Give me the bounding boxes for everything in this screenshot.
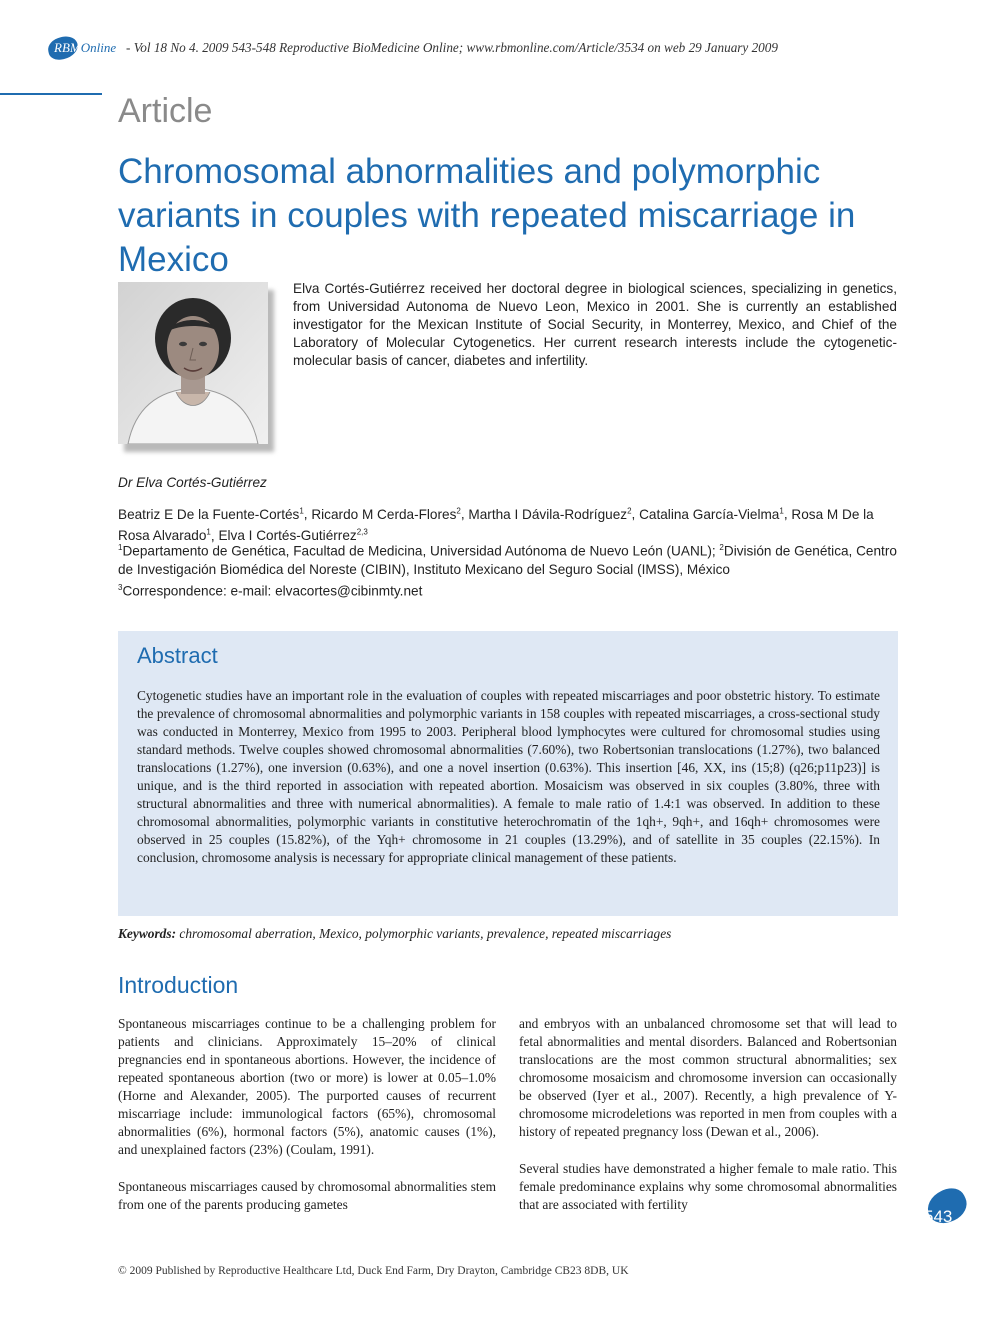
portrait-image bbox=[118, 282, 268, 444]
keywords-label: Keywords: bbox=[118, 926, 177, 941]
paragraph: Spontaneous miscarriages continue to be a challenging problem for patients and clinicians. Approximately 15–20% of clinical pregnancies end in spontaneous abortions. However, the incidence of repeated spontaneous abortion (two or more) is lower at 0.05–1.0% (Horne and Alexander, 2005). The purported causes of recurrent miscarriage include: immunological factors (65%), chromosomal abnormalities (6%), hormonal factors (5%), anatomic causes (1%), and unexplained factors (23%) (Coulam, 1991). bbox=[118, 1016, 496, 1157]
author-bio: Elva Cortés-Gutiérrez received her doctoral degree in biological sciences, specializing in genetics, from Universidad Autonoma de Nuevo Leon, Mexico in 2001. She is currently an established investigator for the Mexican Institute of Social Security, in Monterrey, Mexico, and Chief of the Laboratory of Molecular Cytogenetics. Her current research interests include the cytogenetic-molecular basis of cancer, diabetes and infertility. bbox=[293, 281, 897, 368]
page-number: 543 bbox=[924, 1207, 953, 1226]
citation-line: - Vol 18 No 4. 2009 543-548 Reproductive BioMedicine Online; www.rbmonline.com/Article/3534 on web 29 January 2009 bbox=[126, 40, 778, 55]
photo-caption: Dr Elva Cortés-Gutiérrez bbox=[118, 475, 267, 490]
page-number-badge bbox=[919, 1190, 969, 1228]
abstract-text: Cytogenetic studies have an important role in the evaluation of couples with repeated miscarriages and poor obstetric history. To estimate the prevalence of chromosomal abnormalities and polymorphic variants in 158 couples with repeated miscarriages, a cross-sectional study was conducted in Monterrey, Mexico from 1995 to 2003. Peripheral blood lymphocytes were cultured for chromosomal studies using standard methods. Twelve couples showed chromosomal abnormalities (7.60%), two Robertsonian translocations (1.27%), two balanced translocations (1.27%), one inversion (0.63%), and one a novel insertion (0.63%). This insertion [46, XX, ins (15;8) (q26;p11p23)] is unique, and is the third reported in association with repeated abortion. Mosaicism was observed in six couples (3.80%, three with structural abnormalities and three with numerical abnormalities). A female to male ratio of 1.4:1 was observed. In addition to these chromosomal abnormalities, polymorphic variants in constitutive heterochromatin of the 1qh+, 9qh+, and 16qh+ chromosomes were observed in 25 couples (15.82%), of the Yqh+ chromosome in 21 couples (13.29%), and of satellite in 35 couples (22.15%). In conclusion, chromosome analysis is necessary for appropriate clinical management of these patients. bbox=[137, 688, 880, 865]
keywords bbox=[118, 926, 671, 942]
introduction-heading: Introduction bbox=[118, 972, 239, 998]
photo-frame bbox=[118, 282, 268, 444]
keywords-text: chromosomal aberration, Mexico, polymorphic variants, prevalence, repeated miscarriages bbox=[179, 926, 672, 941]
journal-logo[interactable] bbox=[48, 36, 122, 60]
author-list: Beatriz E De la Fuente-Cortés$^1$, Ricardo M Cerda-Flores$^2$, Martha I Dávila-Rodríguez$^2$, Catalina García-Vielma$^1$, Rosa M De la Rosa Alvarado$^1$, Elva I Cortés-Gutiérrez$^{2,3}$ bbox=[118, 506, 874, 544]
header-rule bbox=[0, 93, 102, 95]
author: Beatriz E De la Fuente-Cortés$^1$ bbox=[118, 506, 304, 522]
author: Ricardo M Cerda-Flores$^2$ bbox=[311, 506, 461, 522]
journal-header bbox=[48, 36, 900, 60]
paragraph: Spontaneous miscarriages caused by chromosomal abnormalities stem from one of the parents producing gametes bbox=[118, 1179, 496, 1212]
body-column-left bbox=[118, 1015, 496, 1233]
affiliations: $^1$Departamento de Genética, Facultad de Medicina, Universidad Autónoma de Nuevo León (UANL); $^2$División de Genética, Centro de Investigación Biomédica del Noreste (CIBIN), Instituto Mexicano del Seguro Social (IMSS), México $^3$Correspondence: e-mail: elvacortes@cibinmty.net bbox=[118, 543, 897, 599]
paragraph: Several studies have demonstrated a higher female to male ratio. This female predominance explains why some chromosomal abnormalities that are associated with fertility bbox=[519, 1161, 897, 1212]
affiliation-2: División de Genética, Centro de Investigación Biomédica del Noreste (CIBIN), Instituto Mexicano del Seguro Social (IMSS), México bbox=[118, 543, 897, 577]
author: Rosa M De la Rosa Alvarado$^1$ bbox=[118, 506, 874, 544]
author: Catalina García-Vielma$^1$ bbox=[639, 506, 784, 522]
copyright-footer: © 2009 Published by Reproductive Healthcare Ltd, Duck End Farm, Dry Drayton, Cambridge CB23 8DB, UK bbox=[118, 1265, 629, 1277]
author: Elva I Cortés-Gutiérrez$^{2,3}$ bbox=[218, 527, 368, 544]
correspondence[interactable]: Correspondence: e-mail: elvacortes@cibinmty.net bbox=[122, 583, 423, 599]
affiliation-1: Departamento de Genética, Facultad de Medicina, Universidad Autónoma de Nuevo León (UANL); bbox=[122, 543, 716, 559]
abstract-heading: Abstract bbox=[137, 643, 218, 668]
abstract-box bbox=[118, 631, 898, 916]
author-photo bbox=[118, 282, 268, 444]
paragraph: and embryos with an unbalanced chromosome set that will lead to fetal abnormalities and mental disorders. Balanced and Robertsonian translocations are the most common structural abnormalities; sex chromosome mosaicism and chromosome inversion can occasionally be observed (Iyer et al., 2007). Recently, a high prevalence of Y-chromosome microdeletions was reported in men from couples with a history of repeated pregnancy loss (Dewan et al., 2006). bbox=[519, 1016, 897, 1139]
author: Martha I Dávila-Rodríguez$^2$ bbox=[468, 506, 632, 522]
body-column-right bbox=[519, 1015, 897, 1233]
article-title: Chromosomal abnormalities and polymorphic variants in couples with repeated miscarriage in Mexico bbox=[118, 152, 856, 279]
logo-text: RBMOnline bbox=[54, 40, 117, 55]
section-label: Article bbox=[118, 92, 213, 130]
